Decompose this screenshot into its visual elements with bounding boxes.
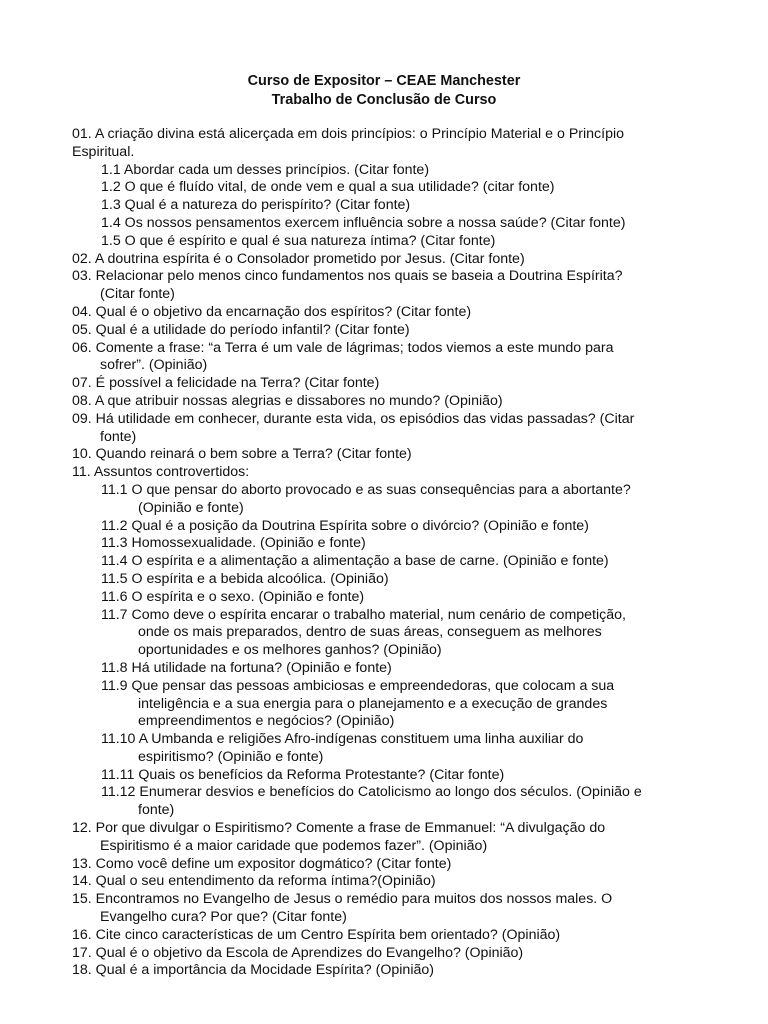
subquestion-1-3: 1.3 Qual é a natureza do perispírito? (Citar fonte) <box>101 197 411 214</box>
question-07: 07. É possível a felicidade na Terra? (Citar fonte) <box>72 375 380 392</box>
question-16: 16. Cite cinco características de um Centro Espírita bem orientado? (Opinião) <box>72 926 561 943</box>
question-17: 17. Qual é o objetivo da Escola de Aprendizes do Evangelho? (Opinião) <box>72 944 524 961</box>
question-14: 14. Qual o seu entendimento da reforma íntima?(Opinião) <box>72 873 436 890</box>
subquestion-11-5: 11.5 O espírita e a bebida alcoólica. (Opinião) <box>101 570 389 587</box>
question-01 <box>72 126 708 162</box>
question-text-continued: Espiritual. <box>72 143 135 160</box>
document-title: Curso de Expositor – CEAE Manchester <box>247 73 521 89</box>
question-text: 01. A criação divina está alicerçada em dois princípios: o Princípio Material e o Princípio <box>72 126 625 142</box>
question-12: 12. Por que divulgar o Espiritismo? Comente a frase de Emmanuel: “A divulgação do Espiritismo é a maior caridade que podemos fazer”. (Opinião) <box>72 820 606 854</box>
question-list <box>72 126 708 980</box>
subquestion-11-1: 11.1 O que pensar do aborto provocado e as suas consequências para a abortante? (Opinião e fonte) <box>101 481 631 516</box>
question-08: 08. A que atribuir nossas alegrias e dissabores no mundo? (Opinião) <box>72 392 503 409</box>
subquestion-11-10: 11.10 A Umbanda e religiões Afro-indígenas constituem uma linha auxiliar do espiritismo? (Opinião e fonte) <box>101 731 584 765</box>
question-13: 13. Como você define um expositor dogmático? (Citar fonte) <box>72 855 452 872</box>
subquestion-11-11: 11.11 Quais os benefícios da Reforma Protestante? (Citar fonte) <box>101 766 505 783</box>
subquestion-1-4: 1.4 Os nossos pensamentos exercem influência sobre a nossa saúde? (Citar fonte) <box>101 214 626 231</box>
subquestion-11-9: 11.9 Que pensar das pessoas ambiciosas e empreendedoras, que colocam a sua inteligência e a sua energia para o planejamento e a execução de grandes empreendimentos e negócios? (Opinião) <box>101 677 615 730</box>
subquestion-11-8: 11.8 Há utilidade na fortuna? (Opinião e fonte) <box>101 659 392 676</box>
subquestion-11-6: 11.6 O espírita e o sexo. (Opinião e fonte) <box>101 588 365 605</box>
subquestion-1-1: 1.1 Abordar cada um desses princípios. (Citar fonte) <box>101 161 430 178</box>
subquestion-11-7: 11.7 Como deve o espírita encarar o trabalho material, num cenário de competição, onde os mais preparados, dentro de suas áreas, conseguem as melhores oportunidades e os melhores ganhos? (Opinião) <box>101 606 626 659</box>
subquestion-1-2: 1.2 O que é fluído vital, de onde vem e qual a sua utilidade? (citar fonte) <box>101 179 555 196</box>
question-05: 05. Qual é a utilidade do período infantil? (Citar fonte) <box>72 321 410 338</box>
question-10: 10. Quando reinará o bem sobre a Terra? (Citar fonte) <box>72 446 412 463</box>
question-11: 11. Assuntos controvertidos: <box>72 464 250 481</box>
question-02: 02. A doutrina espírita é o Consolador prometido por Jesus. (Citar fonte) <box>72 250 525 267</box>
question-15: 15. Encontramos no Evangelho de Jesus o remédio para muitos dos nossos males. O Evangelho cura? Por que? (Citar fonte) <box>72 891 613 926</box>
question-18: 18. Qual é a importância da Mocidade Espírita? (Opinião) <box>72 962 434 979</box>
document-subtitle: Trabalho de Conclusão de Curso <box>271 92 497 108</box>
subquestion-11-4: 11.4 O espírita e a alimentação a alimentação a base de carne. (Opinião e fonte) <box>101 553 609 570</box>
subquestion-11-3: 11.3 Homossexualidade. (Opinião e fonte) <box>101 535 366 552</box>
subquestion-1-5: 1.5 O que é espírito e qual é sua natureza íntima? (Citar fonte) <box>101 232 496 249</box>
question-06: 06. Comente a frase: “a Terra é um vale de lágrimas; todos viemos a este mundo para sofrer”. (Opinião) <box>72 339 614 374</box>
question-09: 09. Há utilidade em conhecer, durante esta vida, os episódios das vidas passadas? (Citar fonte) <box>72 410 635 445</box>
question-03: 03. Relacionar pelo menos cinco fundamentos nos quais se baseia a Doutrina Espírita? (Citar fonte) <box>72 268 623 303</box>
subquestion-11-2: 11.2 Qual é a posição da Doutrina Espírita sobre o divórcio? (Opinião e fonte) <box>101 517 589 534</box>
subquestion-11-12: 11.12 Enumerar desvios e benefícios do Catolicismo ao longo dos séculos. (Opinião e fonte) <box>101 784 642 819</box>
question-04: 04. Qual é o objetivo da encarnação dos espíritos? (Citar fonte) <box>72 303 472 320</box>
